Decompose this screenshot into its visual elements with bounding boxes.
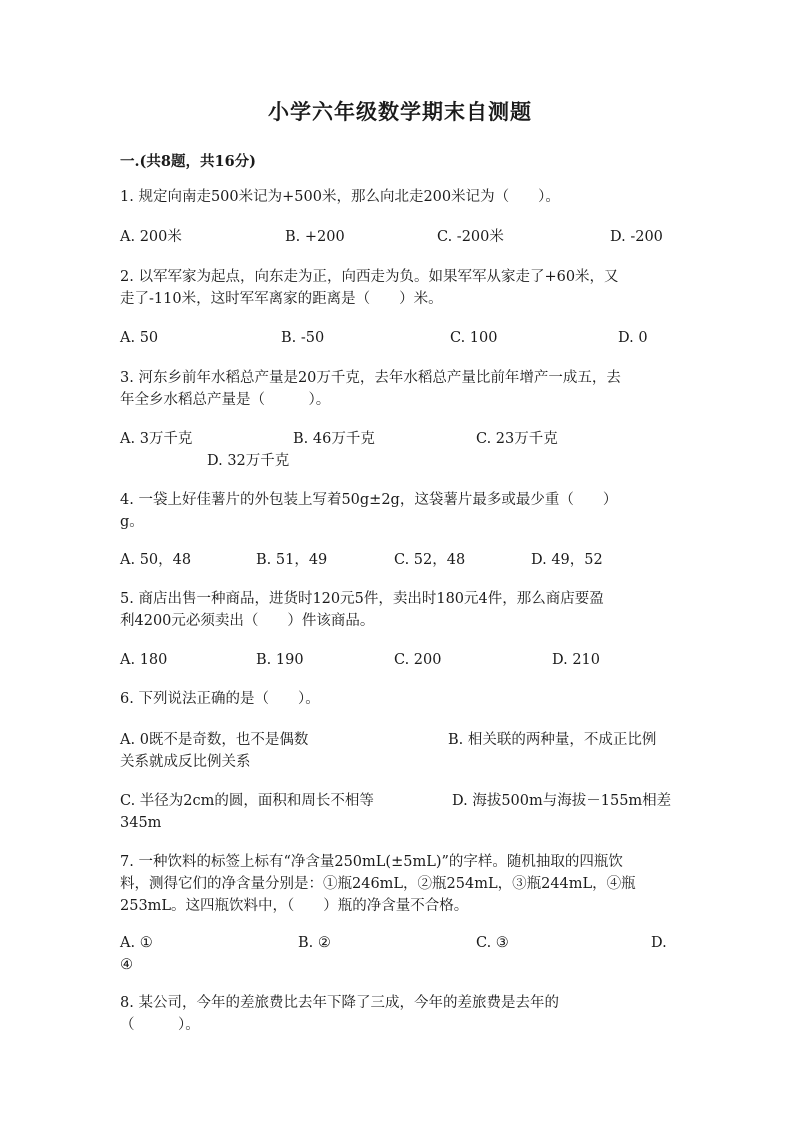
question-7-stem — [120, 851, 680, 917]
question-2-line-2: 走了-110米，这时军军离家的距离是（ ）米。 — [120, 291, 443, 307]
question-7-option-b[interactable]: B. ② — [298, 935, 331, 951]
question-4-option-d[interactable]: D. 49，52 — [531, 552, 603, 568]
question-7-line-1: 7. 一种饮料的标签上标有“净含量250mL(±5mL)”的字样。随机抽取的四瓶饮 — [120, 854, 623, 870]
question-5-stem — [120, 588, 680, 632]
question-1-stem: 1. 规定向南走500米记为+500米，那么向北走200米记为（ ）。 — [120, 189, 560, 205]
question-3-line-2: 年全乡水稻总产量是（ ）。 — [120, 392, 331, 408]
question-7-option-d-line-1: D. — [651, 935, 667, 951]
question-7-line-2: 料，测得它们的净含量分别是：①瓶246mL，②瓶254mL，③瓶244mL，④瓶 — [120, 876, 636, 892]
question-7-option-d-line-2: ④ — [120, 957, 133, 973]
question-3-option-a[interactable]: A. 3万千克 — [120, 431, 193, 447]
question-5-line-1: 5. 商店出售一种商品，进货时120元5件，卖出时180元4件，那么商店要盈 — [120, 591, 604, 607]
page-title: 小学六年级数学期末自测题 — [268, 99, 532, 124]
question-3-option-c[interactable]: C. 23万千克 — [476, 431, 558, 447]
question-6-option-d-line-1: D. 海拔500m与海拔－155m相差 — [452, 793, 672, 809]
question-2-option-c[interactable]: C. 100 — [450, 330, 498, 346]
question-1-option-c[interactable]: C. -200米 — [437, 229, 504, 245]
question-3-line-1: 3. 河东乡前年水稻总产量是20万千克，去年水稻总产量比前年增产一成五，去 — [120, 370, 621, 386]
question-1-option-b[interactable]: B. +200 — [285, 229, 345, 245]
question-2-option-b[interactable]: B. -50 — [281, 330, 325, 346]
question-4-line-1: 4. 一袋上好佳薯片的外包装上写着50g±2g，这袋薯片最多或最少重（ ） — [120, 492, 618, 508]
question-8-line-1: 8. 某公司，今年的差旅费比去年下降了三成，今年的差旅费是去年的 — [120, 995, 559, 1011]
question-4-option-b[interactable]: B. 51，49 — [256, 552, 328, 568]
question-1-option-a[interactable]: A. 200米 — [120, 229, 182, 245]
section-heading: 一.(共8题，共16分) — [120, 153, 257, 170]
question-3-option-d[interactable]: D. 32万千克 — [207, 453, 290, 469]
question-6-option-b-line-2: 关系就成反比例关系 — [120, 754, 251, 770]
question-4-stem — [120, 489, 680, 533]
question-5-option-b[interactable]: B. 190 — [256, 652, 304, 668]
question-6-stem: 6. 下列说法正确的是（ ）。 — [120, 691, 320, 707]
question-2-option-a[interactable]: A. 50 — [120, 330, 159, 346]
question-4-line-2: g。 — [120, 514, 144, 530]
question-3-option-b[interactable]: B. 46万千克 — [293, 431, 375, 447]
question-2-stem — [120, 266, 680, 310]
question-1-option-d[interactable]: D. -200 — [610, 229, 663, 245]
question-6-option-c[interactable]: C. 半径为2cm的圆，面积和周长不相等 — [120, 793, 374, 809]
question-3-stem — [120, 367, 680, 411]
question-2-option-d[interactable]: D. 0 — [618, 330, 648, 346]
question-5-option-c[interactable]: C. 200 — [394, 652, 442, 668]
question-5-line-2: 利4200元必须卖出（ ）件该商品。 — [120, 613, 375, 629]
question-8-line-2: （ ）。 — [120, 1017, 200, 1033]
question-6-option-d-line-2: 345m — [120, 815, 162, 831]
question-2-line-1: 2. 以军军家为起点，向东走为正，向西走为负。如果军军从家走了+60米，又 — [120, 269, 619, 285]
question-7-option-a[interactable]: A. ① — [120, 935, 153, 951]
question-6-option-b-line-1: B. 相关联的两种量，不成正比例 — [448, 732, 657, 748]
question-7-line-3: 253mL。这四瓶饮料中，（ ）瓶的净含量不合格。 — [120, 898, 469, 914]
question-7-option-c[interactable]: C. ③ — [476, 935, 509, 951]
question-8-stem — [120, 992, 680, 1036]
question-5-option-d[interactable]: D. 210 — [552, 652, 601, 668]
question-5-option-a[interactable]: A. 180 — [120, 652, 168, 668]
question-4-option-c[interactable]: C. 52，48 — [394, 552, 466, 568]
question-4-option-a[interactable]: A. 50，48 — [120, 552, 192, 568]
question-6-option-a[interactable]: A. 0既不是奇数，也不是偶数 — [120, 732, 309, 748]
